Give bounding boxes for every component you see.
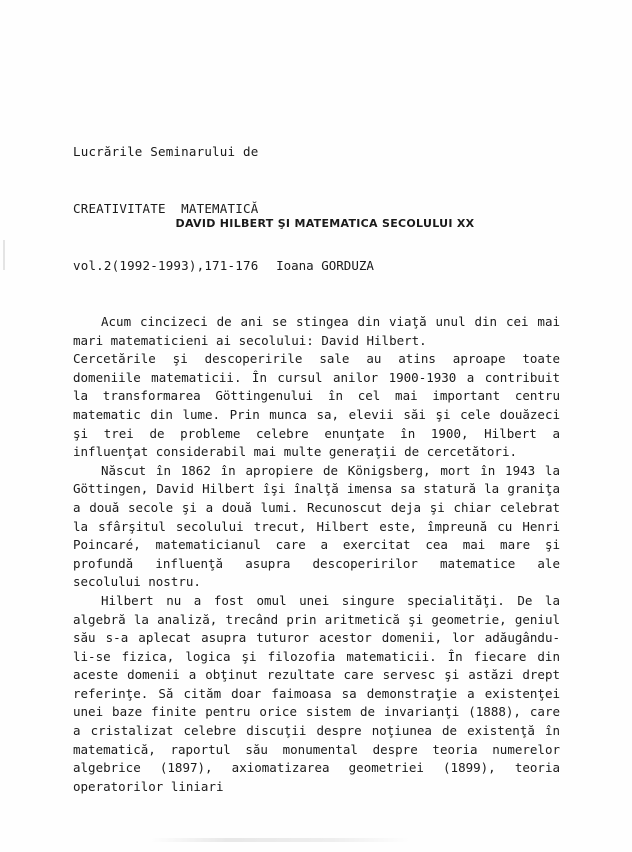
paragraph-3: Născut în 1862 în apropiere de Königsberg, mort în 1943 la Göttingen, David Hilbert îşi înalţă imensa sa statură la graniţa a două secole şi a două lumi. Recunoscut deja şi chiar celebrat la sfârşitul secolului trecut, Hilbert este, împreună cu Henri Poincaré, matematicianul care a exercitat cea mai mare şi profundă influenţă asupra descoperirilor matematice ale secolului nostru. <box>73 462 560 590</box>
journal-header <box>73 104 258 313</box>
paragraph-2: Cercetările şi descoperirile sale au atins aproape toate domeniile matematicii. În cursul anilor 1900-1930 a contribuit la transformarea Göttingenului în cel mai important centru matematic din lume. Prin munca sa, elevii săi şi cele douăzeci şi trei de probleme celebre enunţate în 1900, Hilbert a influenţat considerabil mai multe generaţii de cercetători. <box>73 351 560 460</box>
journal-subtitle-line: CREATIVITATE MATEMATICĂ <box>73 201 259 216</box>
paragraph-1: Acum cincizeci de ani se stingea din viaţă unul din cei mai mari matematicieni ai secolului: David Hilbert. <box>73 314 560 348</box>
journal-name-line: Lucrările Seminarului de <box>73 144 259 159</box>
scan-footer-smudge <box>150 838 410 842</box>
article-title: DAVID HILBERT ŞI MATEMATICA SECOLULUI XX <box>175 217 475 230</box>
article-body <box>73 313 560 796</box>
journal-volume-line: vol.2(1992-1993),171-176 <box>73 258 259 273</box>
paragraph-4: Hilbert nu a fost omul unei singure specialităţi. De la algebră la analiză, trecând prin aritmetică şi geometrie, geniul său s-a aplecat asupra tuturor acestor domenii, lor adăugându-li-se fizica, logica şi filozofia matematicii. În fiecare din aceste domenii a obţinut rezultate care servesc şi astăzi drept referinţe. Să cităm doar faimoasa sa demonstraţie a existenţei unei baze finite pentru orice sistem de invarianţi (1888), care a cristalizat celebre discuţii despre noţiunea de existenţă în matematică, raportul său monumental despre teoria numerelor algebrice (1897), axiomatizarea geometriei (1899), teoria operatorilor liniari <box>73 592 560 794</box>
article-author: Ioana GORDUZA <box>276 258 374 273</box>
